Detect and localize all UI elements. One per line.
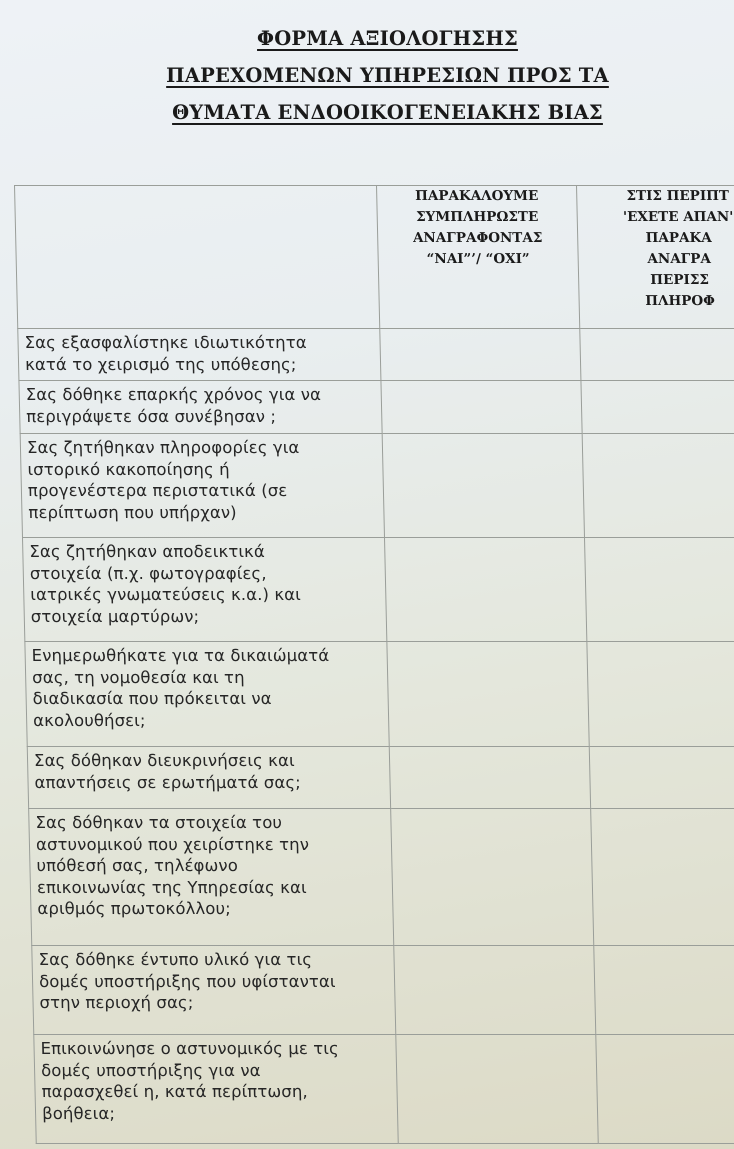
- question-text: Επικοινώνησε ο αστυνομικός με τις δομές υποστήριξης για να παρασχεθεί η, κατά περίπτωση, βοήθεια;: [40, 1039, 339, 1123]
- question-cell: [18, 329, 381, 381]
- yes-no-answer-cell[interactable]: [381, 381, 582, 434]
- yes-no-answer-cell[interactable]: [384, 538, 586, 642]
- yes-no-answer-cell[interactable]: [380, 329, 581, 381]
- table-row: [29, 809, 734, 946]
- question-text: Σας εξασφαλίστηκε ιδιωτικότητα κατά το χειρισμό της υπόθεσης;: [24, 333, 307, 374]
- more-info-answer-cell[interactable]: [581, 381, 734, 434]
- title-line-1: ΦΟΡΜΑ ΑΞΙΟΛΟΓΗΣΗΣ: [257, 27, 518, 50]
- title-row-1: [5, 20, 734, 57]
- question-text: Ενημερωθήκατε για τα δικαιώματά σας, τη νομοθεσία και τη διαδικασία που πρόκειται να ακολουθήσει;: [31, 646, 330, 730]
- question-text: Σας δόθηκε έντυπο υλικό για τις δομές υποστήριξης που υφίστανται στην περιοχή σας;: [38, 950, 336, 1012]
- header-yes-no-text: ΠΑΡΑΚΑΛΟΥΜΕ ΣΥΜΠΛΗΡΩΣΤΕ ΑΝΑΓΡΑΦΟΝΤΑΣ “ΝΑΙ”’/ “ΟΧΙ”: [412, 188, 543, 267]
- question-cell: [29, 809, 394, 946]
- more-info-answer-cell[interactable]: [591, 809, 734, 946]
- yes-no-answer-cell[interactable]: [396, 1035, 598, 1144]
- table-row: [20, 434, 734, 538]
- header-more-info: [577, 186, 734, 329]
- question-text: Σας δόθηκε επαρκής χρόνος για να περιγράψετε όσα συνέβησαν ;: [25, 385, 322, 426]
- more-info-answer-cell[interactable]: [596, 1035, 734, 1144]
- form-title: [166, 20, 734, 131]
- question-cell: [34, 1035, 398, 1144]
- more-info-answer-cell[interactable]: [589, 747, 734, 809]
- more-info-answer-cell[interactable]: [587, 642, 734, 747]
- table-row: [34, 1035, 734, 1144]
- header-question: [15, 186, 380, 329]
- header-more-info-text: ΣΤΙΣ ΠΕΡΙΠΤ 'ΕΧΕΤΕ ΑΠΑΝ' ΠΑΡΑΚΑ ΑΝΑΓΡΑ ΠΕΡΙΣΣ ΠΛΗΡΟΦ: [622, 188, 734, 309]
- question-text: Σας δόθηκαν τα στοιχεία του αστυνομικού που χειρίστηκε την υπόθεσή σας, τηλέφωνο επικοινωνίας της Υπηρεσίας και αριθμός πρωτοκόλλου;: [35, 813, 310, 918]
- yes-no-answer-cell[interactable]: [391, 809, 594, 946]
- title-line-2: ΠΑΡΕΧΟΜΕΝΩΝ ΥΠΗΡΕΣΙΩΝ ΠΡΟΣ ΤΑ: [166, 64, 609, 87]
- header-row: [15, 186, 734, 329]
- yes-no-answer-cell[interactable]: [382, 434, 584, 538]
- question-cell: [32, 946, 396, 1035]
- evaluation-table: [14, 185, 734, 1144]
- more-info-answer-cell[interactable]: [584, 538, 734, 642]
- more-info-answer-cell[interactable]: [580, 329, 734, 381]
- title-line-3: ΘΥΜΑΤΑ ΕΝΔΟΟΙΚΟΓΕΝΕΙΑΚΗΣ ΒΙΑΣ: [172, 101, 603, 124]
- question-cell: [27, 747, 390, 809]
- yes-no-answer-cell[interactable]: [387, 642, 589, 747]
- table-row: [25, 642, 734, 747]
- table-row: [22, 538, 734, 642]
- yes-no-answer-cell[interactable]: [389, 747, 590, 809]
- header-yes-no: [377, 186, 580, 329]
- title-row-2: [5, 57, 734, 94]
- question-cell: [22, 538, 386, 642]
- title-row-3: [5, 94, 734, 131]
- table-row: [32, 946, 734, 1035]
- more-info-answer-cell[interactable]: [594, 946, 734, 1035]
- question-text: Σας δόθηκαν διευκρινήσεις και απαντήσεις σε ερωτήματά σας;: [33, 751, 301, 792]
- question-text: Σας ζητήθηκαν πληροφορίες για ιστορικό κακοποίησης ή προγενέστερα περιστατικά (σε περίπτωση που υπήρχαν): [26, 438, 300, 522]
- table-row: [19, 381, 734, 434]
- question-text: Σας ζητήθηκαν αποδεικτικά στοιχεία (π.χ. φωτογραφίες, ιατρικές γνωματεύσεις κ.α.) και στοιχεία μαρτύρων;: [29, 542, 302, 626]
- question-cell: [19, 381, 382, 434]
- table-row: [27, 747, 734, 809]
- question-cell: [20, 434, 384, 538]
- yes-no-answer-cell[interactable]: [394, 946, 596, 1035]
- question-cell: [25, 642, 389, 747]
- more-info-answer-cell[interactable]: [582, 434, 734, 538]
- table-row: [18, 329, 734, 381]
